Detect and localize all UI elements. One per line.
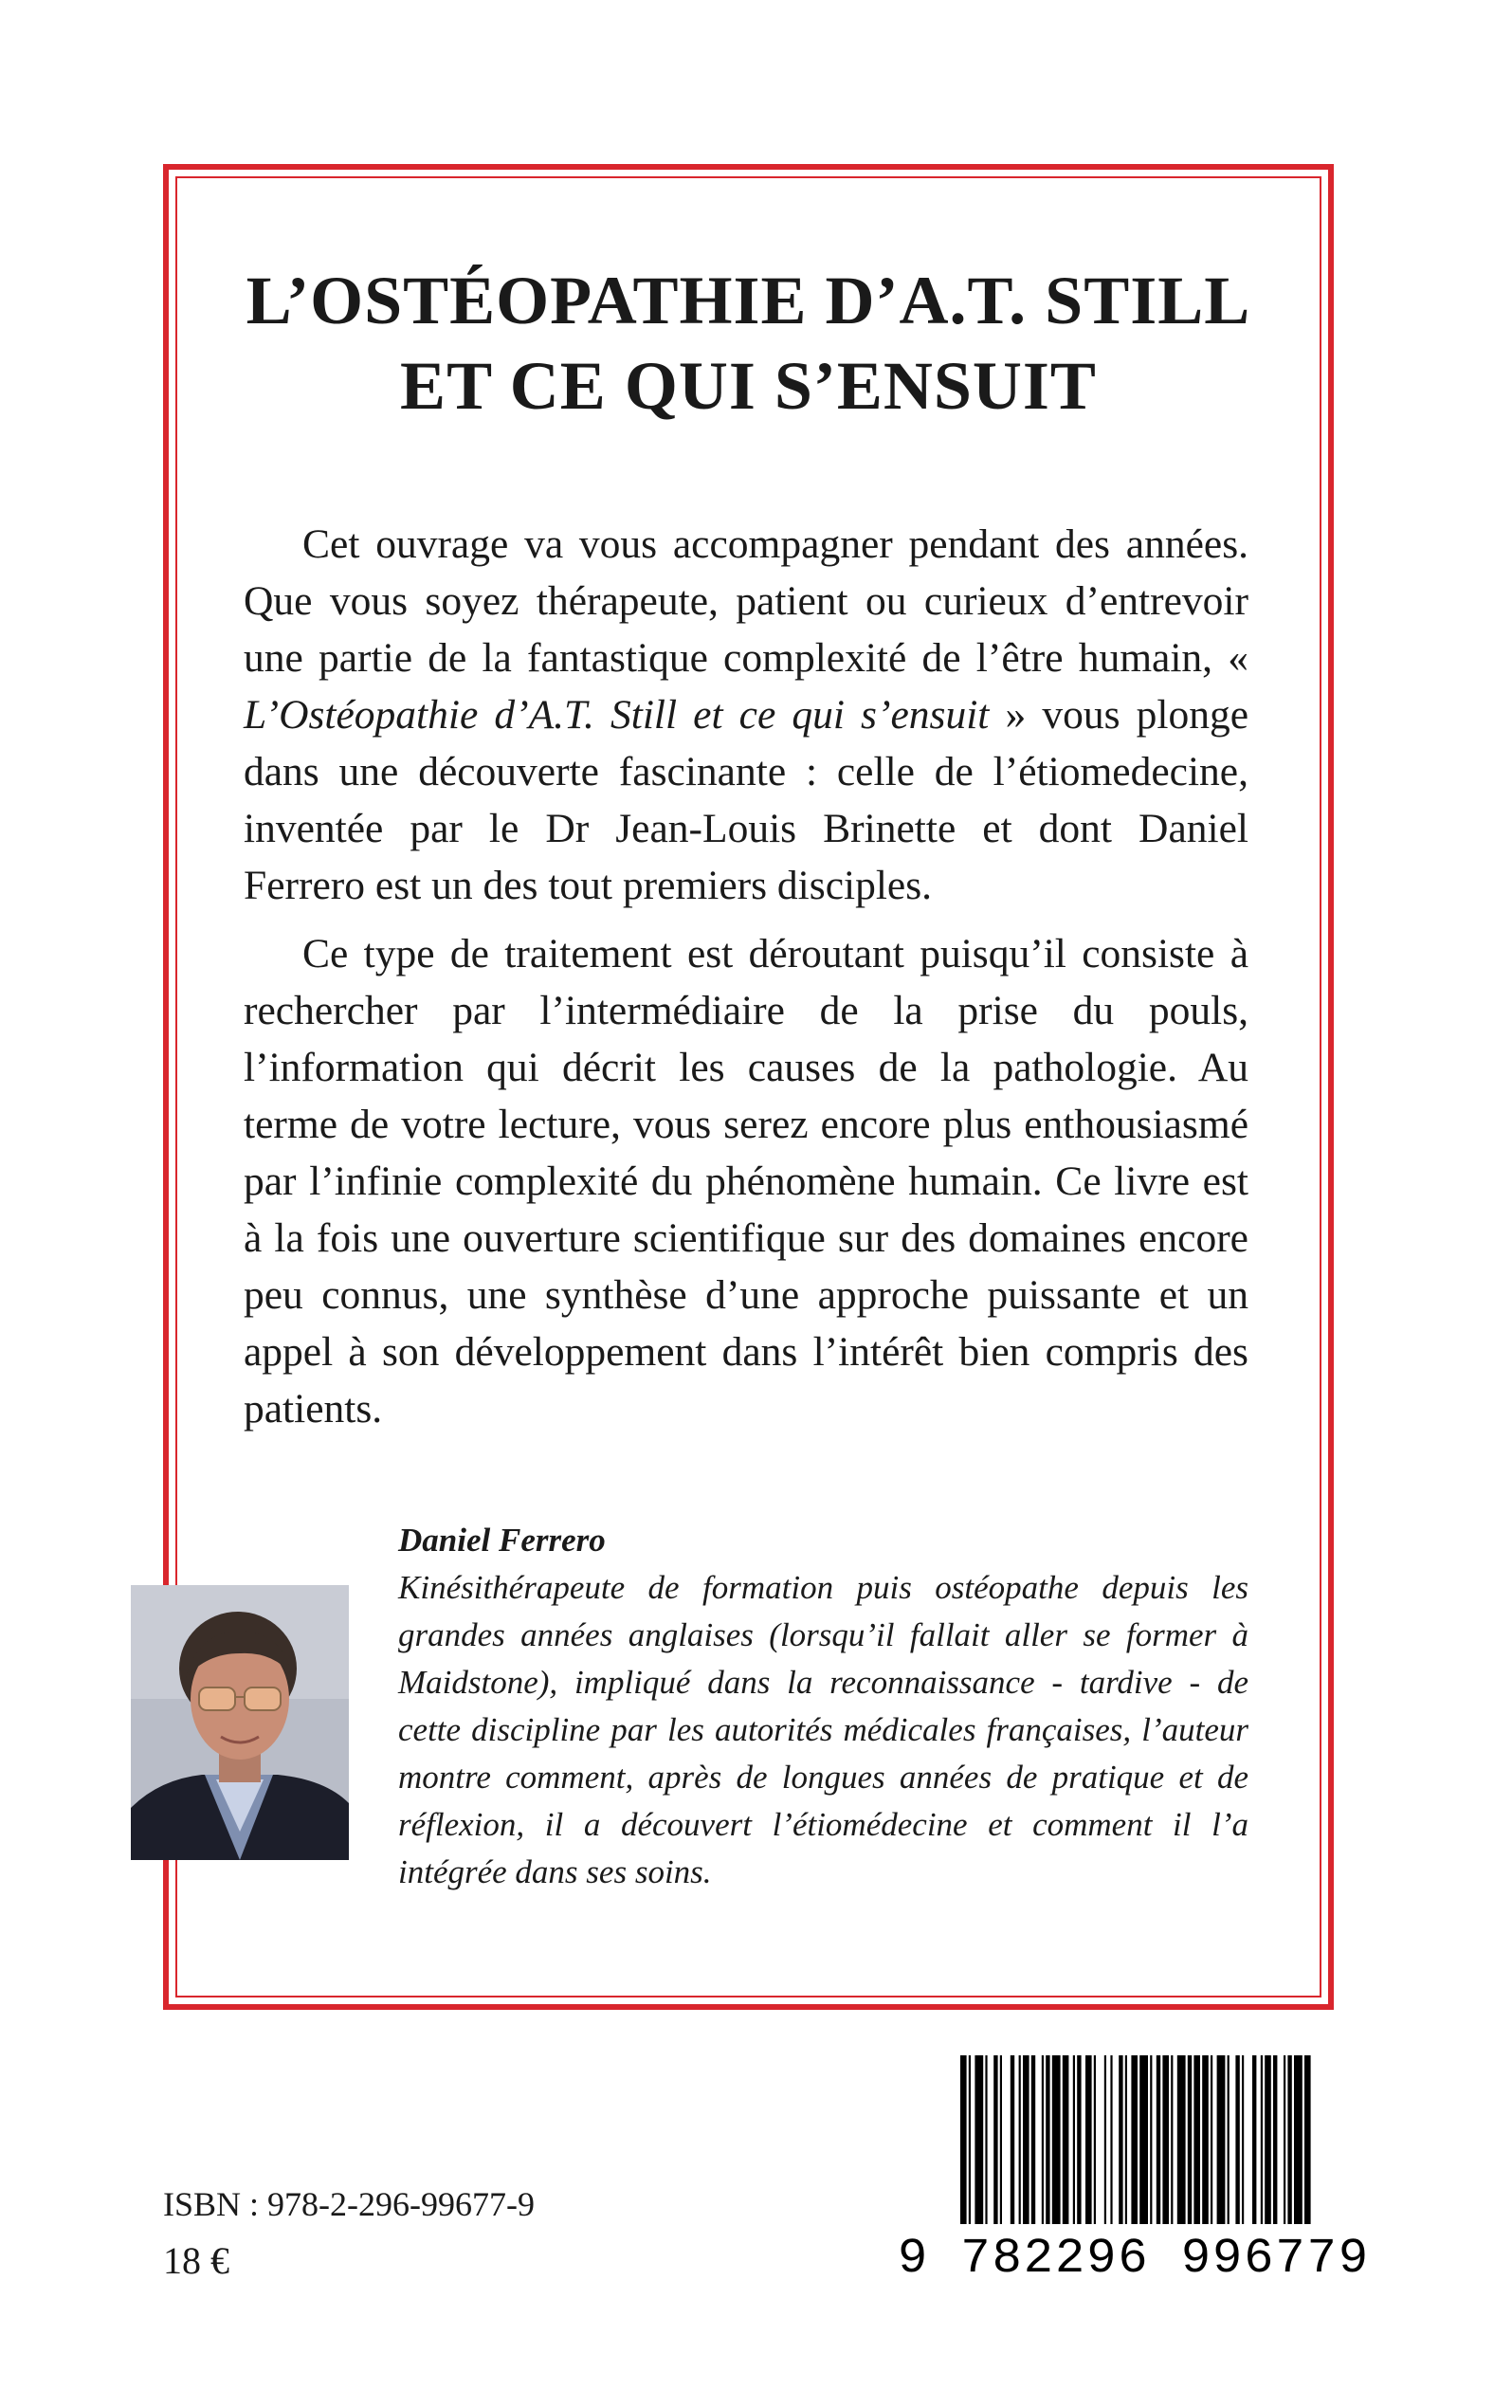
description-p1-start: Cet ouvrage va vous accompagner pendant des années. Que vous soyez thérapeute, patient ou curieux d’entrevoir une partie de la fantastique complexité de l’être humain, «	[244, 521, 1248, 681]
isbn-label: ISBN : 978-2-296-99677-9	[163, 2185, 535, 2223]
barcode-bar	[993, 2055, 997, 2224]
barcode-bar	[1052, 2055, 1061, 2224]
barcode-bar	[1131, 2055, 1138, 2224]
barcode-bar	[1265, 2055, 1271, 2224]
description-paragraph-1	[244, 516, 1248, 914]
barcode-bar	[1031, 2055, 1035, 2224]
barcode-bar	[1273, 2055, 1277, 2224]
barcode-bar	[1287, 2055, 1291, 2224]
barcode-bar	[1162, 2055, 1169, 2224]
barcode-bar	[1125, 2055, 1127, 2224]
barcode-bar	[1193, 2055, 1200, 2224]
barcode-bar	[975, 2055, 983, 2224]
barcode-bar	[1177, 2055, 1186, 2224]
barcode-digits: 9 782296 996779	[897, 2231, 1371, 2287]
barcode	[897, 2055, 1371, 2287]
barcode-bar	[1150, 2055, 1152, 2224]
book-title	[175, 258, 1321, 429]
barcode-bar	[1046, 2055, 1049, 2224]
barcode-bar	[1171, 2055, 1173, 2224]
author-portrait-icon	[131, 1585, 349, 1860]
barcode-bar	[1023, 2055, 1029, 2224]
barcode-bar	[1228, 2055, 1230, 2224]
author-section	[398, 1517, 1248, 1896]
barcode-bar	[1217, 2055, 1226, 2224]
barcode-bar	[1110, 2055, 1112, 2224]
description-paragraph-2: Ce type de traitement est déroutant puisqu’il consiste à rechercher par l’intermédiaire de la prise du pouls, l’information qui décrit les causes de la pathologie. Au terme de votre lecture, vous serez encore plus enthousiasmé par l’infinie complexité du phénomène humain. Ce livre est à la fois une ouverture scientifique sur des domaines encore peu connus, une synthèse d’une approche puissante et un appel à son développement dans l’intérêt bien compris des patients.	[244, 931, 1248, 1432]
barcode-bar	[1211, 2055, 1212, 2224]
barcode-bar	[1304, 2055, 1311, 2224]
book-title-line-2: ET CE QUI S’ENSUIT	[400, 348, 1097, 424]
barcode-bar	[1294, 2055, 1303, 2224]
book-description	[244, 516, 1248, 1449]
barcode-bar	[1104, 2055, 1106, 2224]
barcode-bar	[1085, 2055, 1092, 2224]
barcode-bar	[1188, 2055, 1192, 2224]
barcode-bar	[1284, 2055, 1285, 2224]
barcode-bar	[969, 2055, 971, 2224]
barcode-bar	[1077, 2055, 1081, 2224]
author-bio: Kinésithérapeute de formation puis ostéopathe depuis les grandes années anglaises (lorsqu’il fallait aller se former à Maidstone), impliqué dans la reconnaissance - tardive - de cette discipline par les autorités médicales françaises, l’auteur montre comment, après de longues années de pratique et de réflexion, il a découvert l’étiomédecine et comment il l’a intégrée dans ses soins.	[398, 1569, 1248, 1890]
barcode-bar	[1019, 2055, 1021, 2224]
barcode-bar	[960, 2055, 967, 2224]
barcode-bar	[1157, 2055, 1160, 2224]
barcode-bar	[1235, 2055, 1239, 2224]
author-photo	[131, 1585, 349, 1860]
barcode-bar	[1042, 2055, 1044, 2224]
barcode-icon	[897, 2055, 1371, 2287]
book-title-line-1: L’OSTÉOPATHIE D’A.T. STILL	[246, 263, 1251, 338]
barcode-bar	[1119, 2055, 1122, 2224]
barcode-bar	[1252, 2055, 1256, 2224]
price-label: 18 €	[163, 2239, 229, 2282]
barcode-bar	[1242, 2055, 1244, 2224]
barcode-bar	[985, 2055, 987, 2224]
barcode-bar	[1000, 2055, 1002, 2224]
barcode-bar	[1063, 2055, 1069, 2224]
barcode-bar	[1202, 2055, 1209, 2224]
barcode-bar	[1094, 2055, 1096, 2224]
barcode-bar	[1261, 2055, 1263, 2224]
author-name: Daniel Ferrero	[398, 1522, 606, 1559]
barcode-bar	[1139, 2055, 1148, 2224]
barcode-bar	[1011, 2055, 1014, 2224]
description-p1-end: » vous plonge dans une découverte fascinante : celle de l’étiomedecine, inventée par le Dr Jean-Louis Brinette et dont Daniel Ferrero est un des tout premiers disciples.	[244, 692, 1248, 908]
barcode-bar	[1073, 2055, 1075, 2224]
description-book-title: L’Ostéopathie d’A.T. Still et ce qui s’ensuit	[244, 692, 990, 738]
